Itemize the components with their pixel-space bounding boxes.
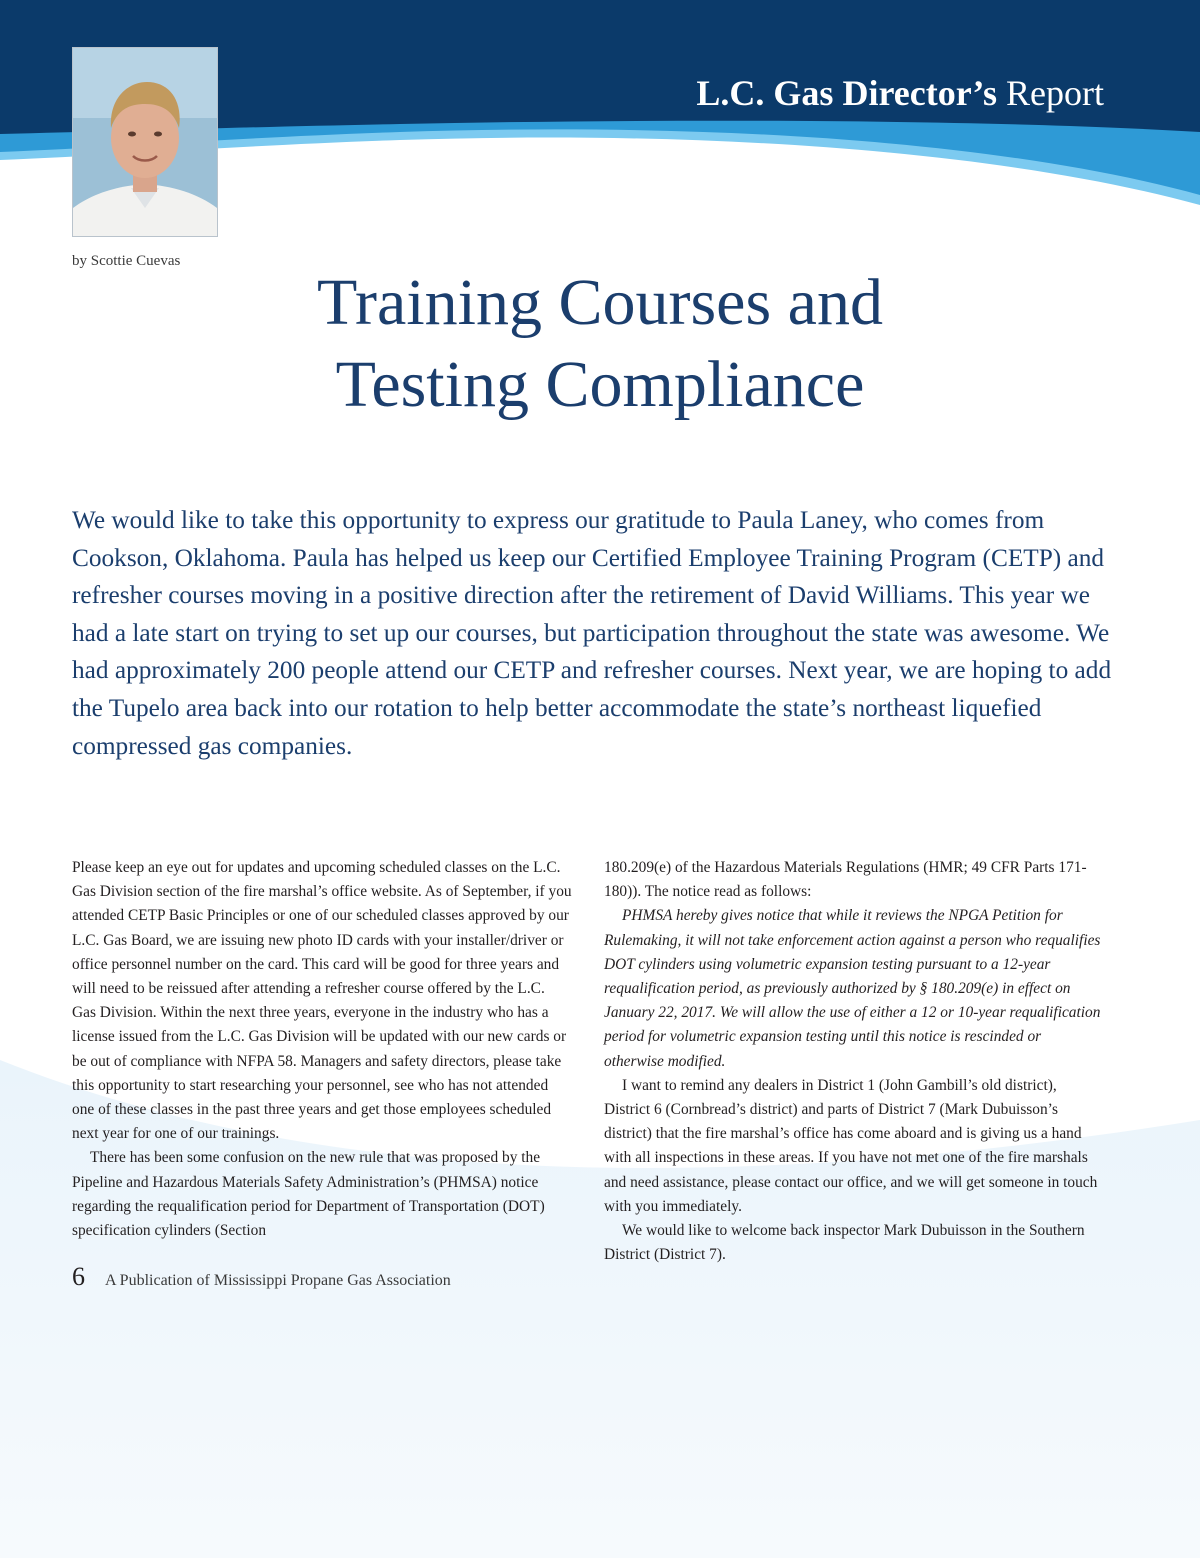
headline-line-1: Training Courses and (317, 266, 883, 339)
author-photo (72, 47, 218, 237)
body-column-left (72, 856, 572, 1243)
section-title-light: Report (1006, 73, 1104, 113)
article-headline (200, 262, 1000, 426)
section-title-bold: L.C. Gas Director’s (696, 73, 998, 113)
author-byline: by Scottie Cuevas (72, 253, 181, 269)
publication-credit: A Publication of Mississippi Propane Gas Association (105, 1272, 451, 1289)
body-paragraph: 180.209(e) of the Hazardous Materials Regulations (HMR; 49 CFR Parts 171-180)). The notice read as follows: (604, 859, 1087, 901)
page-footer (72, 1262, 451, 1292)
page-number: 6 (72, 1262, 85, 1291)
headline-line-2: Testing Compliance (335, 348, 865, 421)
body-paragraph: We would like to welcome back inspector Mark Dubuisson in the Southern District (District 7). (604, 1222, 1085, 1264)
author-portrait-icon (73, 48, 217, 236)
article-intro: We would like to take this opportunity to express our gratitude to Paula Laney, who comes from Cookson, Oklahoma. Paula has helped us keep our Certified Employee Training Program (CETP) and refresher courses moving in a positive direction after the retirement of David Williams. This year we had a late start on trying to set up our courses, but participation throughout the state was awesome. We had approximately 200 people attend our CETP and refresher courses. Next year, we are hoping to add the Tupelo area back into our rotation to help better accommodate the state’s northeast liquefied compressed gas companies. (72, 506, 1112, 760)
quoted-notice: PHMSA hereby gives notice that while it reviews the NPGA Petition for Rulemaking, it will not take enforcement action against a person who requalifies DOT cylinders using volumetric expansion testing pursuant to a 12-year requalification period, as previously authorized by § 180.209(e) in effect on January 22, 2017. We will allow the use of either a 12 or 10-year requalification period for volumetric expansion testing until this notice is rescinded or otherwise modified. (604, 907, 1101, 1070)
section-title (696, 72, 1104, 114)
body-column-right (604, 856, 1104, 1267)
body-paragraph: There has been some confusion on the new rule that was proposed by the Pipeline and Hazardous Materials Safety Administration’s (PHMSA) notice regarding the requalification period for Department of Transportation (DOT) specification cylinders (Section (72, 1149, 545, 1240)
body-paragraph: Please keep an eye out for updates and upcoming scheduled classes on the L.C. Gas Division section of the fire marshal’s office website. As of September, if you attended CETP Basic Principles or one of our scheduled classes approved by our L.C. Gas Board, we are issuing new photo ID cards with your installer/driver or office personnel number on the card. This card will be good for three years and will need to be reissued after attending a refresher course offered by the L.C. Gas Division. Within the next three years, everyone in the industry who has a license issued from the L.C. Gas Division will be updated with our new cards or be out of compliance with NFPA 58. Managers and safety directors, please take this opportunity to start researching your personnel, see who has not attended one of these classes in the past three years and get those employees scheduled next year for one of our trainings. (72, 859, 572, 1143)
body-paragraph: I want to remind any dealers in District 1 (John Gambill’s old district), District 6 (Cornbread’s district) and parts of District 7 (Mark Dubuisson’s district) that the fire marshal’s office has come aboard and is giving us a hand with all inspections in these areas. If you have not met one of the fire marshals and need assistance, please contact our office, and we will get someone in touch with you immediately. (604, 1076, 1098, 1215)
